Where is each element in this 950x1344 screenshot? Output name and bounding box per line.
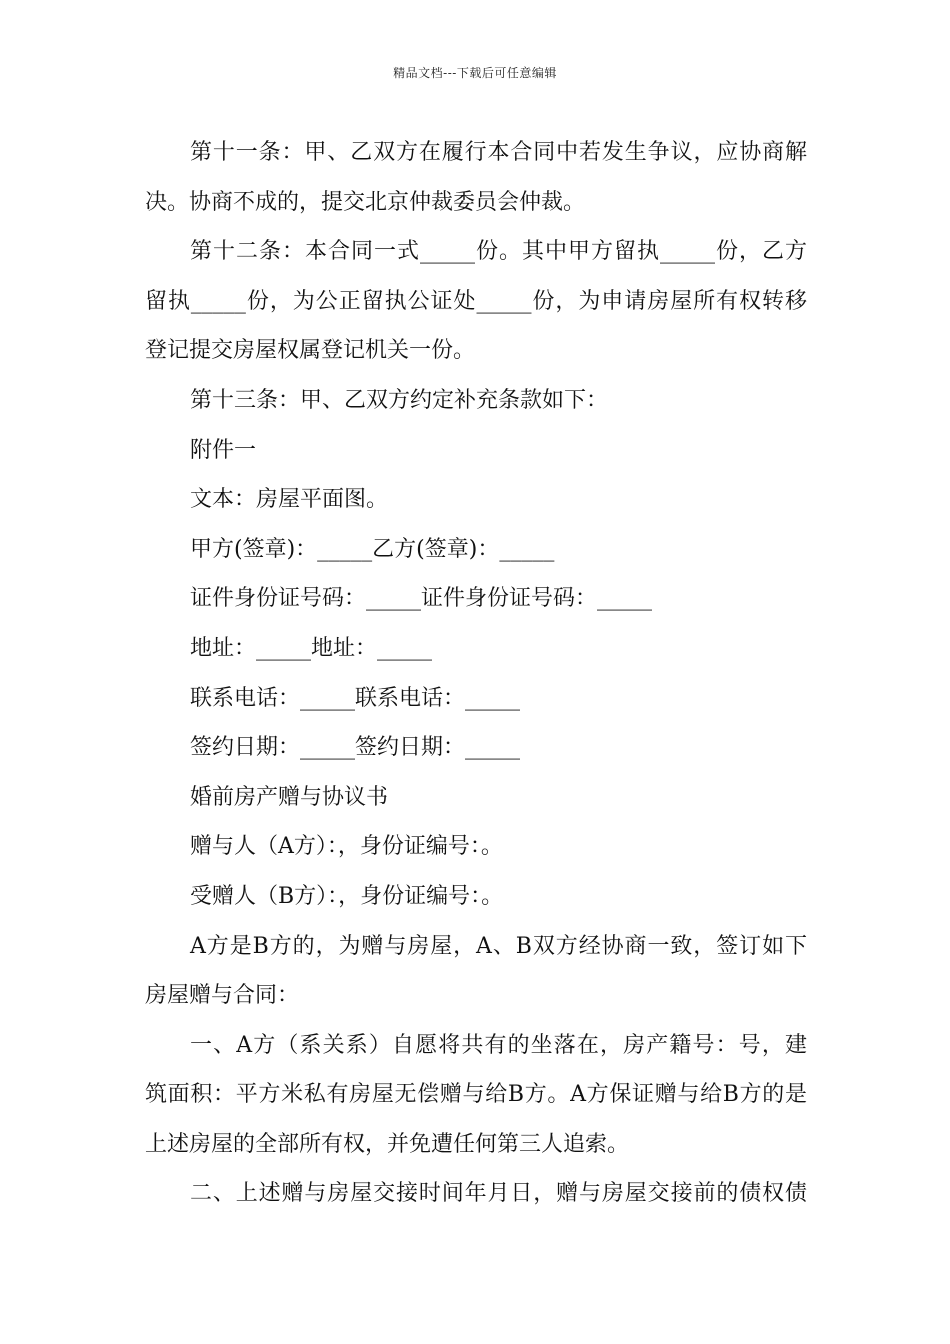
page-header: 精品文档---下载后可任意编辑 <box>393 66 557 80</box>
text-line: 决。协商不成的，提交北京仲裁委员会仲裁。 <box>145 189 586 215</box>
text-line: 登记提交房屋权属登记机关一份。 <box>145 338 476 364</box>
text-line: 婚前房产赠与协议书 <box>190 784 389 810</box>
text-line: 二、上述赠与房屋交接时间年月日，赠与房屋交接前的债权债 <box>190 1181 807 1207</box>
text-line: 甲方(签章)：_____乙方(签章)：_____ <box>190 536 555 562</box>
text-line: 筑面积：平方米私有房屋无偿赠与给B方。A方保证赠与给B方的是 <box>145 1082 807 1108</box>
text-line: 第十三条：甲、乙双方约定补充条款如下： <box>190 387 609 413</box>
text-line: 第十一条：甲、乙双方在履行本合同中若发生争议，应协商解 <box>190 140 807 165</box>
text-line: 地址：_____地址：_____ <box>190 635 433 661</box>
text-line: 文本：房屋平面图。 <box>190 487 389 513</box>
text-line: 联系电话：_____联系电话：_____ <box>190 685 521 711</box>
text-line: 一、A方（系关系）自愿将共有的坐落在，房产籍号：号，建 <box>190 1032 807 1058</box>
text-line: 赠与人（A方）：，身份证编号：。 <box>190 834 503 860</box>
text-line: 上述房屋的全部所有权，并免遭任何第三人追索。 <box>145 1131 630 1157</box>
text-line: 房屋赠与合同： <box>145 983 300 1009</box>
text-line: A方是B方的，为赠与房屋，A、B双方经协商一致，签订如下 <box>190 933 807 959</box>
text-line: 签约日期：_____签约日期：_____ <box>190 735 521 761</box>
text-line: 第十二条：本合同一式_____份。其中甲方留执_____份，乙方 <box>190 239 807 265</box>
text-line: 证件身份证号码：_____证件身份证号码：_____ <box>190 586 653 612</box>
text-line: 受赠人（B方）：，身份证编号：。 <box>190 883 504 909</box>
document-body <box>145 128 807 1219</box>
text-line: 附件一 <box>190 437 257 463</box>
text-line: 留执_____份，为公正留执公证处_____份，为申请房屋所有权转移 <box>145 288 807 314</box>
